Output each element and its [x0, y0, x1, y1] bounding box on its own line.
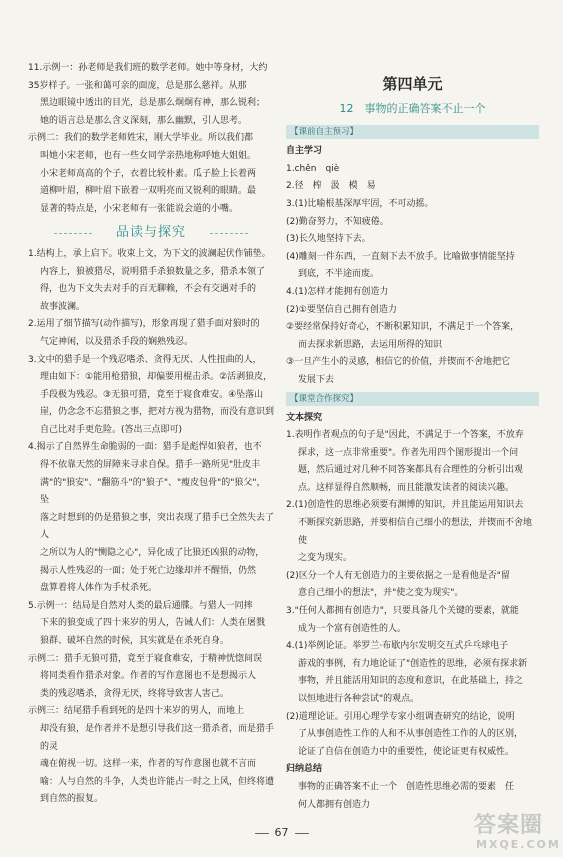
- text-line: 之所以为人的"恻隐之心"，异化成了比狼还凶狠的动物，: [40, 548, 265, 559]
- text-line: 点。这样显得自然顺畅，而且能激发读者的阅读兴趣。: [298, 482, 515, 493]
- text-line: (3)长久地坚持下去。: [286, 234, 371, 245]
- right-column: [286, 60, 539, 814]
- text-line: 叫她小宋老师，也有一些女同学亲热地称呼她大姐姐。: [40, 150, 257, 161]
- explore-answers: [286, 427, 539, 761]
- text-line: 35岁样子。一张和蔼可亲的面庞，总是那么慈祥。从那: [28, 80, 247, 91]
- text-line: 揭示人性残忍的一面；处于死亡边缘却并不醒悟，仍然: [40, 565, 257, 576]
- text-line: 下来的狼变成了四十来岁的男人，告诫人们：人类在屠戮: [40, 618, 266, 629]
- text-line: 题，然后通过对几种不同答案都具有合理性的分析引出观: [298, 465, 524, 476]
- text-line: 示例二：猎手无狼可猎，竟至于寝食难安，于精神恍惚间误: [28, 653, 263, 664]
- text-line: 示例三：结尾猎手看到死的是四十来岁的男人，而地上: [28, 706, 245, 717]
- text-line: 2.运用了细节描写(动作描写)，形象再现了猎手面对狼时的: [28, 319, 260, 330]
- text-line: 故事波澜。: [40, 301, 86, 312]
- text-line: 事物，并且能活用知识的态度和意识，在此基础上，持之: [298, 676, 524, 687]
- text-line: 而去探求新思路，去运用所得的知识: [298, 339, 443, 350]
- text-line: 2.径 榨 汲 模 易: [286, 181, 376, 192]
- preview-answers: [286, 161, 539, 390]
- section-title: 品读与探究: [28, 224, 274, 242]
- text-line: (2)①要坚信自己拥有创造力: [286, 304, 397, 315]
- text-line: 之变为现实。: [298, 553, 353, 564]
- text-line: 显著的特点是，小宋老师有一张能说会道的小嘴。: [40, 203, 239, 214]
- page-number: 67: [0, 826, 563, 839]
- text-line: 到底，不半途而废。: [298, 269, 380, 280]
- text-line: 意自己细小的想法"，并"使之变为现实"。: [298, 588, 464, 599]
- watermark-logo: 答案圈: [474, 813, 544, 838]
- subheading-self-study: 自主学习: [286, 146, 323, 157]
- text-line: 论证了自信在创造力中的重要性，使论证更有权威性。: [298, 746, 515, 757]
- text-line: 了从事创造性工作的人和不从事创造性工作的人的区别，: [298, 729, 524, 740]
- text-line: 到自然的报复。: [40, 794, 104, 805]
- text-line: 落之时想到的仍是猎狼之事，突出表现了猎手已全然失去了人: [40, 512, 275, 541]
- text-line: ②要经常保持好奇心，不断积累知识，不满足于一个答案，: [286, 322, 520, 333]
- text-line: 得不依靠天然的屏障来寻求自保。猎手一路所见"肚皮丰: [40, 460, 261, 471]
- text-line: 1.结构上，承上启下。收束上文，为下文的波澜起伏作铺垫。: [28, 248, 271, 259]
- text-line: 4.(1)举例论证。举罗兰·布歇内尔发明交互式乒乓球电子: [286, 641, 509, 652]
- text-line: 11.示例一：孙老师是我们班的数学老师。她中等身材，大约: [28, 63, 268, 73]
- text-line: 气定神闲，以及猎杀手段的娴熟残忍。: [40, 336, 194, 347]
- subheading-text-explore: 文本探究: [286, 412, 323, 423]
- text-line: 得，也为下文失去对手的百无聊赖，不会有交遇对手的: [40, 284, 257, 295]
- text-line: 满"的"狼安"、"翻筋斗"的"狼子"、"瘦皮包骨"的"狼父"，坠: [40, 477, 266, 506]
- text-line: 成为一个富有创造性的人。: [298, 623, 407, 634]
- text-line: 以恒地进行各种尝试"的观点。: [298, 694, 420, 704]
- text-line: 3."任何人都拥有创造力"，只要具备几个关键的要素，就能: [286, 606, 519, 617]
- text-line: 探求，这一点非常重要"。作者先用四个图形提出一个问: [298, 447, 519, 458]
- subheading-summary: 归纳总结: [286, 764, 323, 775]
- text-line: 何人都拥有创造力: [298, 799, 371, 810]
- text-line: 示例二：我们的数学老师姓宋，刚大学毕业。所以我们都: [28, 133, 254, 144]
- text-line: 类的残忍嗜杀，贪得无厌，终将导致害人害己。: [40, 688, 230, 699]
- lesson-title: 12 事物的正确答案不止一个: [339, 101, 486, 115]
- text-line: 5.示例一：结局是自然对人类的最后通牒。与猎人一同摔: [28, 600, 253, 611]
- text-line: 事物的正确答案不止一个 创造性思维必需的要素 任: [298, 781, 515, 792]
- text-line: 2.(1)创造性的思维必须要有渊博的知识，并且能运用知识去: [286, 500, 524, 511]
- text-line: ③一旦产生小的灵感，相信它的价值，并锲而不舍地把它: [286, 357, 511, 368]
- text-line: 理由如下：①能用枪猎狼，却偏要用棍击杀。②活剥狼皮，: [40, 372, 273, 383]
- watermark-url: MXQE.COM: [476, 838, 561, 851]
- text-line: 小宋老师高高的个子，衣着比较朴素。瓜子脸上长着两: [40, 168, 257, 179]
- text-line: 她的语言总是那么含义深刻，那么幽默，引人思考。: [40, 115, 248, 126]
- text-line: 发展下去: [298, 374, 335, 385]
- text-line: (2)区分一个人有无创造力的主要依据之一是看他是否"留: [286, 570, 510, 581]
- text-line: 不断探究新思路，并要相信自己细小的想法，并锲而不舍地使: [298, 518, 533, 546]
- text-line: (2)道理论证。引用心理学专家小组调查研究的结论，说明: [286, 711, 515, 722]
- text-line: 手段极为残忍。③无狼可猎，竟至于寝食难安。④坠落山: [40, 389, 264, 400]
- text-line: 3.(1)比喻根基深厚牢固，不可动摇。: [286, 198, 434, 209]
- text-line: 盘算着将人体作为手杖杀死。: [40, 583, 158, 594]
- text-line: 3.文中的猎手是一个残忍嗜杀、贪得无厌、人性扭曲的人，: [28, 354, 262, 365]
- text-line: 魂在俯视一切。这样一来，作者的写作意图也就不言而: [40, 759, 257, 770]
- section-bar-preview: 【课前自主预习】: [286, 125, 539, 139]
- text-line: 内容上，狼被猎尽，说明猎手杀狼数量之多，猎杀本领了: [40, 266, 266, 277]
- left-column: [28, 60, 274, 809]
- reading-answers: [28, 246, 274, 809]
- text-line: 游戏的事例，有力地论证了"创造性的思维，必须有探求新: [298, 658, 528, 669]
- text-line: 1.chěn qiè: [286, 163, 340, 174]
- text-line: 4.揭示了自然界生命脆弱的一面：猎手是彪悍如狼者，也不: [28, 442, 262, 453]
- text-line: 4.(1)怎样才能拥有创造力: [286, 286, 389, 297]
- text-line: (2)勤奋努力，不知疲倦。: [286, 216, 389, 227]
- text-line: 道柳叶眉，柳叶眉下嵌着一双明亮而又锐利的眼睛。最: [40, 186, 257, 197]
- text-line: 崖，仍念念不忘猎狼之事，把对方视为猎物，而没有意识到: [40, 407, 275, 418]
- text-line: 喻：人与自然的斗争，人类也许能占一时之上风，但终将遭: [40, 776, 275, 787]
- text-line: 黑边眼镜中透出的目光，总是那么炯炯有神，那么锐利；: [40, 98, 266, 109]
- text-line: (4)雕刻一件东西，一直刻下去不放手。比喻做事情能坚持: [286, 251, 515, 262]
- text-line: 却没有狼，是作者并不是想引导我们这一猎杀者，而是猎手的灵: [40, 723, 275, 752]
- text-line: 自己比对手更危险。(答出三点即可): [40, 424, 183, 435]
- unit-title: 第四单元: [382, 75, 443, 93]
- text-line: 狼群、破坏自然的时候，其实就是在杀死自身。: [40, 636, 230, 646]
- text-line: 1.表明作者观点的句子是"因此，不满足于一个答案，不放弃: [286, 430, 524, 441]
- text-line: 将同类看作猎杀对象。作者的写作意图也不是想揭示人: [40, 671, 257, 682]
- section-bar-classroom: 【课堂合作探究】: [286, 392, 539, 406]
- answer-11: [28, 60, 274, 218]
